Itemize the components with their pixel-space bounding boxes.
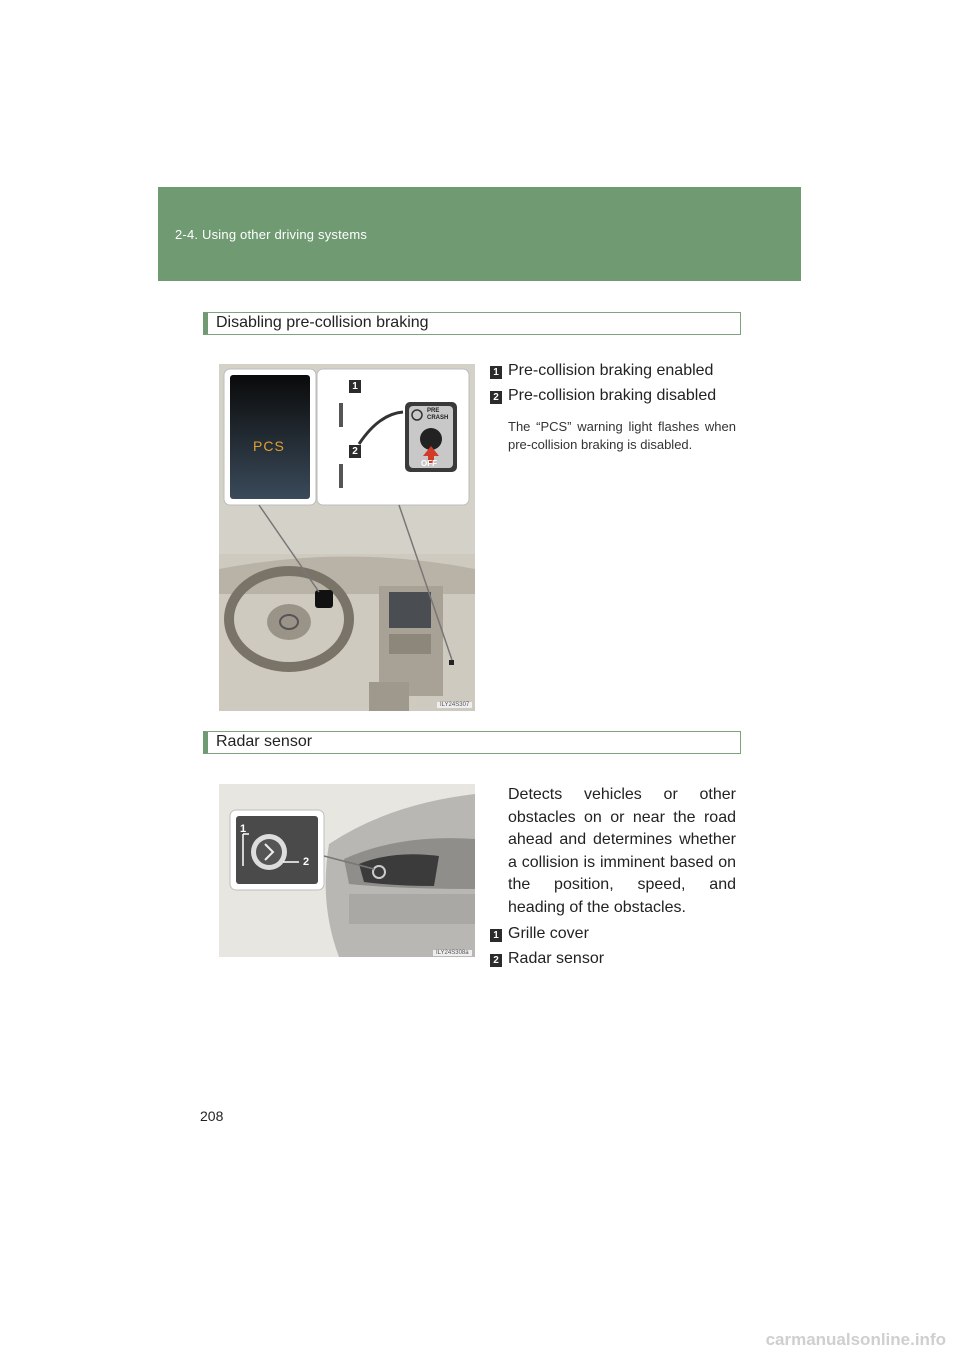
figure-code: ILY24S307 [437,702,472,708]
chapter-title: 2-4. Using other driving systems [175,227,368,242]
figure-callout-2: 2 [349,445,361,458]
number-badge: 1 [490,366,502,379]
pcs-warning-label: PCS [253,438,285,454]
list-item-label: Grille cover [508,925,589,942]
radar-description: Detects vehicles or other obstacles on or near the road ahead and determines whether a collision is imminent based on the position, speed, and heading of the obstacles. [508,786,736,916]
section-title: Radar sensor [216,733,313,750]
list-item-label: Pre-collision braking disabled [508,387,717,404]
section-heading-pre-collision [203,312,741,335]
number-badge: 1 [490,929,502,942]
list-item-label: Radar sensor [508,950,605,967]
figure-code: ILY24S308a [433,950,472,956]
switch-off-label: OFF [421,459,437,468]
page-number: 208 [200,1108,224,1124]
radar-callout-2: 2 [303,856,310,868]
section-title: Disabling pre-collision braking [216,314,429,331]
watermark: carmanualsonline.info [765,1330,946,1349]
number-badge: 2 [490,954,502,967]
switch-pre-crash-label: PRE CRASH [427,408,449,421]
list-item-label: Pre-collision braking enabled [508,362,714,379]
number-badge: 2 [490,391,502,404]
radar-figure [219,784,475,957]
pcs-note: The “PCS” warning light flashes when pre-collision braking is disabled. [508,419,736,452]
dashboard-figure [219,364,475,711]
radar-callout-1: 1 [240,823,247,835]
radar-sensor-illustration [219,784,475,957]
figure-callout-1: 1 [349,380,361,393]
section-heading-radar-sensor [203,731,741,754]
